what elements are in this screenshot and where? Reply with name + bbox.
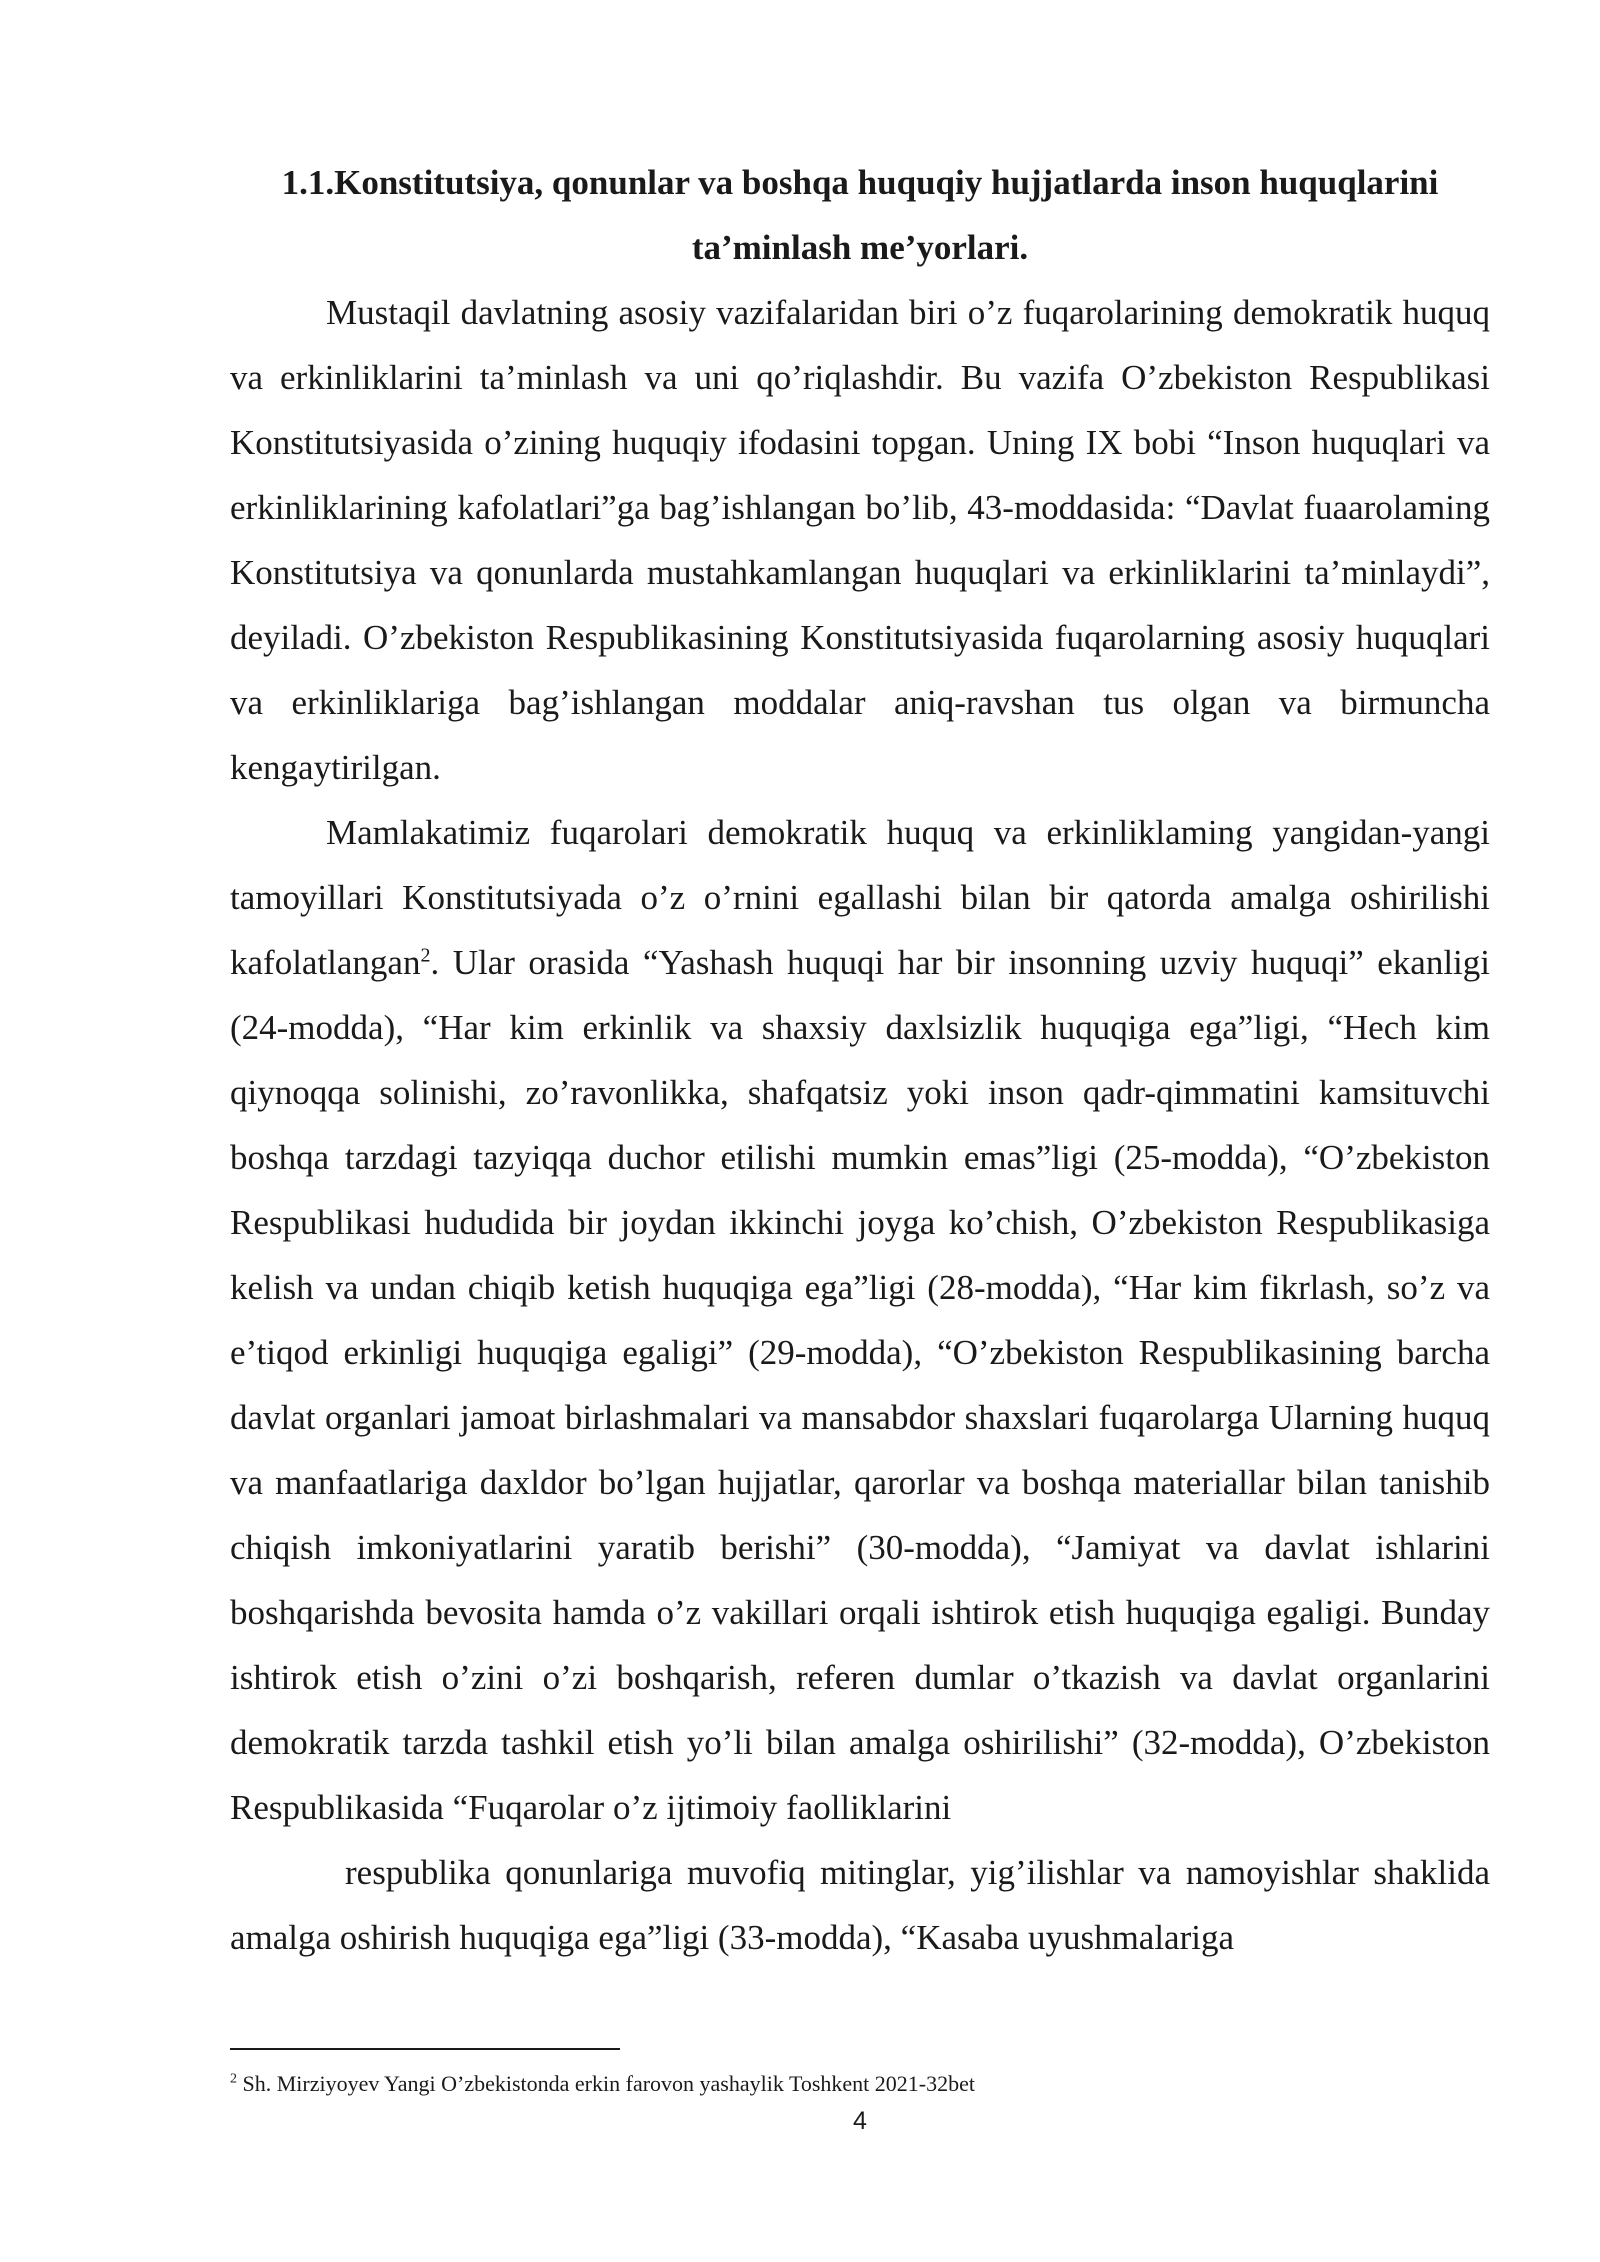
heading-line-1: 1.1.Konstitutsiya, qonunlar va boshqa huquqiy hujjatlarda inson huquqlarini xyxy=(281,163,1439,202)
paragraph-2-text-end: . Ular orasida “Yashash huquqi har bir insonning uzviy huquqi” ekanligi (24-modda), “Har kim erkinlik va shaxsiy daxlsizlik huquqiga ega”ligi, “Hech kim qiynoqqa solinishi, zo’ravonlikka, shafqatsiz yoki inson qadr-qimmatini kamsituvchi boshqa tarzdagi tazyiqqa duchor etilishi mumkin emas”ligi (25-modda), “O’zbekiston Respublikasi hududida bir joydan ikkinchi joyga ko’chish, O’zbekiston Respublikasiga kelish va undan chiqib ketish huquqiga ega”ligi (28-modda), “Har kim fikrlash, so’z va e’tiqod erkinligi huquqiga egaligi” (29-modda), “O’zbekiston Respublikasining barcha davlat organlari jamoat birlashmalari va mansabdor shaxslari fuqarolarga Ularning huquq va manfaatlariga daxldor bo’lgan hujjatlar, qarorlar va boshqa materiallar bilan tanishib chiqish imkoniyatlarini yaratib berishi” (30-modda), “Jamiyat va davlat ishlarini boshqarishda bevosita hamda o’z vakillari orqali ishtirok etish huquqiga egaligi. Bunday ishtirok etish o’zini o’zi boshqarish, referen dumlar o’tkazish va davlat organlarini demokratik tarzda tashkil etish yo’li bilan amalga oshirilishi” (32-modda), O’zbekiston Respublikasida “Fuqarolar o’z ijtimoiy faolliklarini xyxy=(230,943,1490,1827)
paragraph-1: Mustaqil davlatning asosiy vazifalaridan biri o’z fuqarolarining demokratik huquq va erkinliklarini ta’minlash va uni qo’riqlashdir. Bu vazifa O’zbekiston Respublikasi Konstitutsiyasida o’zining huquqiy ifodasini topgan. Uning IX bobi “Inson huquqlari va erkinliklarining kafolatlari”ga bag’ishlangan bo’lib, 43-moddasida: “Davlat fuaarolaming Konstitutsiya va qonunlarda mustahkamlangan huquqlari va erkinliklarini ta’minlaydi”, deyiladi. O’zbekiston Respublikasining Konstitutsiyasida fuqarolarning asosiy huquqlari va erkinliklariga bag’ishlangan moddalar aniq-ravshan tus olgan va birmuncha kengaytirilgan. xyxy=(230,293,1490,787)
paragraph-2-text-start: Mamlakatimiz fuqarolari demokratik huquq va erkinliklaming yangidan-yangi tamoyillari Konstitutsiyada o’z o’rnini egallashi bilan bir qatorda amalga oshirilishi kafolatlangan xyxy=(230,813,1490,982)
page-number: 4 xyxy=(853,2107,867,2135)
footnote-reference[interactable]: 2 xyxy=(420,944,431,967)
footnote xyxy=(230,2070,1490,2098)
heading-line-2: ta’minlash me’yorlari. xyxy=(691,228,1029,267)
document-body xyxy=(230,150,1490,1970)
footnote-text: Sh. Mirziyoyev Yangi O’zbekistonda erkin farovon yashaylik Toshkent 2021-32bet xyxy=(237,2071,975,2096)
footnote-marker: 2 xyxy=(230,2071,237,2087)
section-heading xyxy=(230,150,1490,280)
paragraph-3: respublika qonunlariga muvofiq mitinglar, yig’ilishlar va namoyishlar shaklida amalga oshirish huquqiga ega”ligi (33-modda), “Kasaba uyushmalariga xyxy=(230,1853,1490,1957)
footnote-separator xyxy=(230,2048,620,2050)
paragraph-2 xyxy=(230,800,1490,1840)
